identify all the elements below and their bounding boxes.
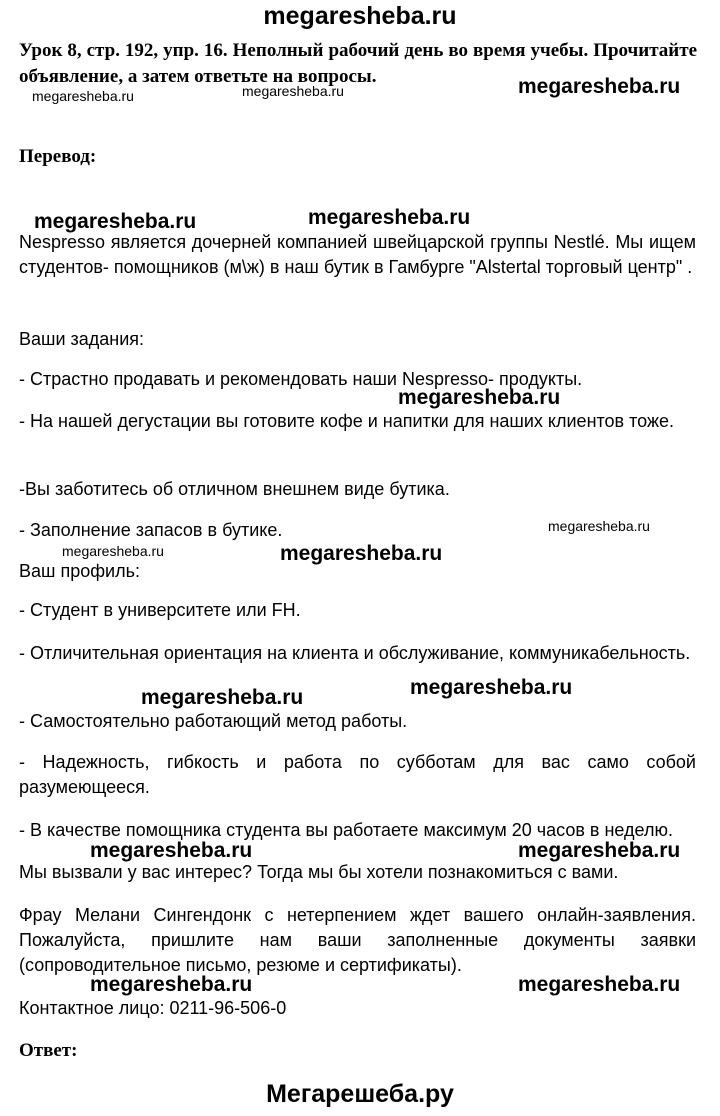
watermark: megaresheba.ru: [32, 88, 134, 104]
site-footer-title: Мегарешеба.ру: [266, 1080, 454, 1108]
watermark: megaresheba.ru: [141, 686, 304, 709]
paragraph-profile-3: - Самостоятельно работающий метод работы.: [19, 711, 408, 731]
paragraph-task-3: -Вы заботитесь об отличном внешнем виде бутика.: [19, 479, 450, 499]
watermark: megaresheba.ru: [280, 542, 443, 565]
paragraph-interest: Мы вызвали у вас интерес? Тогда мы бы хотели познакомиться с вами.: [19, 862, 619, 882]
translation-label: Перевод:: [19, 146, 97, 167]
answer-label: Ответ:: [19, 1040, 78, 1061]
paragraph-hours: - В качестве помощника студента вы работаете максимум 20 часов в неделю.: [19, 820, 673, 840]
watermark: megaresheba.ru: [90, 839, 253, 862]
paragraph-profile-4: - Надежность, гибкость и работа по субботам для вас само собой разумеющееся.: [19, 752, 696, 797]
paragraph-intro: Nespresso является дочерней компанией швейцарской группы Nestlé. Мы ищем студентов- помощников (м\ж) в наш бутик в Гамбурге "Alstertal торговый центр" .: [19, 232, 696, 277]
paragraph-profile-1: - Студент в университете или FH.: [19, 600, 301, 620]
task-heading: Урок 8, стр. 192, упр. 16. Неполный рабочий день во время учебы. Прочитайте объявление, а затем ответьте на вопросы.: [19, 40, 697, 87]
watermark: megaresheba.ru: [518, 839, 681, 862]
watermark: megaresheba.ru: [548, 518, 650, 534]
watermark: megaresheba.ru: [90, 973, 253, 996]
watermark: megaresheba.ru: [518, 973, 681, 996]
paragraph-task-1: - Страстно продавать и рекомендовать наши Nespresso- продукты.: [19, 369, 583, 389]
paragraph-tasks-heading: Ваши задания:: [19, 329, 145, 349]
watermark: megaresheba.ru: [62, 543, 164, 559]
watermark: megaresheba.ru: [398, 386, 561, 409]
paragraph-profile-heading: Ваш профиль:: [19, 561, 140, 581]
watermark: megaresheba.ru: [518, 75, 681, 98]
paragraph-task-2: - На нашей дегустации вы готовите кофе и напитки для наших клиентов тоже.: [19, 411, 675, 431]
watermark: megaresheba.ru: [34, 210, 197, 233]
paragraph-task-4: - Заполнение запасов в бутике.: [19, 520, 283, 540]
watermark: megaresheba.ru: [308, 206, 471, 229]
watermark: megaresheba.ru: [410, 676, 573, 699]
site-header-title: megaresheba.ru: [263, 2, 457, 30]
watermark: megaresheba.ru: [242, 83, 344, 99]
paragraph-contact: Контактное лицо: 0211-96-506-0: [19, 998, 287, 1018]
paragraph-profile-2: - Отличительная ориентация на клиента и обслуживание, коммуникабельность.: [19, 643, 691, 663]
paragraph-application: Фрау Мелани Сингендонк с нетерпением ждет вашего онлайн-заявления. Пожалуйста, пришлите нам ваши заполненные документы заявки (сопроводительное письмо, резюме и сертификаты).: [19, 905, 696, 975]
